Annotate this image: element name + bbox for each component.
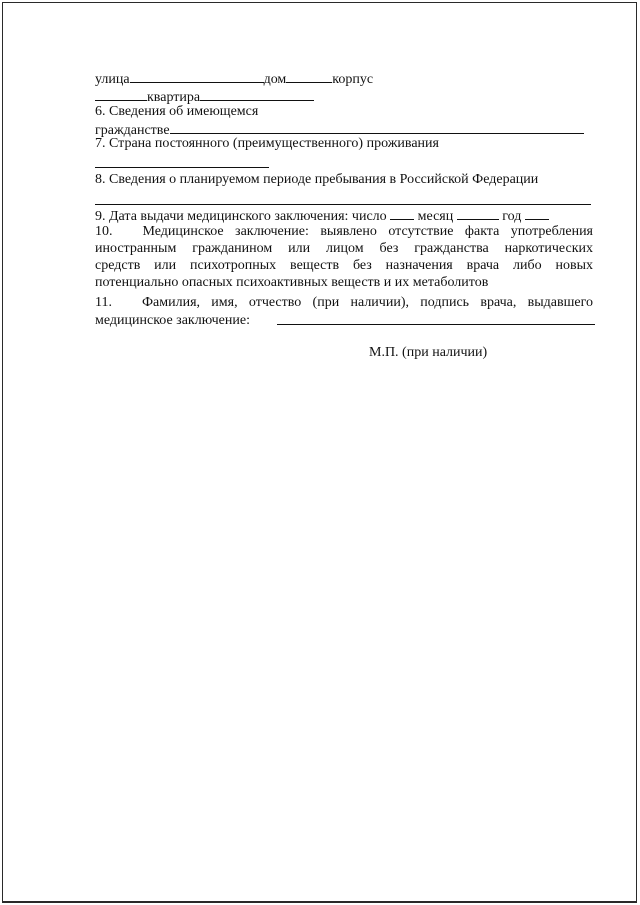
- street-blank[interactable]: [130, 69, 264, 83]
- house-label: дом: [263, 72, 287, 87]
- issue-date-label: 9. Дата выдачи медицинского заключения: число: [95, 209, 387, 224]
- item10-line1: [95, 223, 593, 240]
- address-line-street: [95, 69, 373, 88]
- item11-line2: [95, 312, 250, 329]
- month-label: месяц: [417, 209, 454, 224]
- document-page: [2, 2, 637, 903]
- country-blank[interactable]: [95, 167, 269, 168]
- house-blank[interactable]: [286, 69, 332, 83]
- pre-apartment-blank[interactable]: [95, 87, 147, 101]
- item8-title: 8. Сведения о планируемом периоде пребывания в Российской Федерации: [95, 172, 539, 187]
- item7-title: 7. Страна постоянного (преимущественного) проживания: [95, 136, 439, 151]
- year-blank[interactable]: [525, 206, 549, 220]
- item11-text-line2: медицинское заключение:: [95, 313, 250, 328]
- item6-title: 6. Сведения об имеющемся: [95, 104, 259, 119]
- year-label: год: [502, 209, 522, 224]
- item10-line4: потенциально опасных психоактивных веществ и их метаболитов: [95, 275, 489, 290]
- item10-line2: иностранным гражданином или лицом без гражданства наркотических: [95, 241, 593, 256]
- item10-line3: средств или психотропных веществ без назначения врача либо новых: [95, 258, 593, 273]
- apartment-blank[interactable]: [200, 87, 314, 101]
- street-label: улица: [95, 72, 130, 87]
- building-label: корпус: [332, 72, 374, 87]
- item10-text-line1: Медицинское заключение: выявлено отсутствие факта употребления: [142, 224, 593, 239]
- item10-number: 10.: [95, 224, 113, 239]
- item11-text-line1: Фамилия, имя, отчество (при наличии), подпись врача, выдавшего: [141, 295, 593, 310]
- month-blank[interactable]: [457, 206, 499, 220]
- stay-period-blank[interactable]: [95, 204, 591, 205]
- day-blank[interactable]: [390, 206, 414, 220]
- item11-line1: [95, 294, 593, 311]
- item11-number: 11.: [95, 295, 112, 310]
- citizenship-blank[interactable]: [170, 120, 584, 134]
- apartment-label: квартира: [147, 90, 201, 105]
- citizenship-label: гражданстве: [95, 123, 170, 138]
- doctor-signature-blank[interactable]: [277, 324, 595, 325]
- stamp-placeholder: М.П. (при наличии): [369, 345, 488, 360]
